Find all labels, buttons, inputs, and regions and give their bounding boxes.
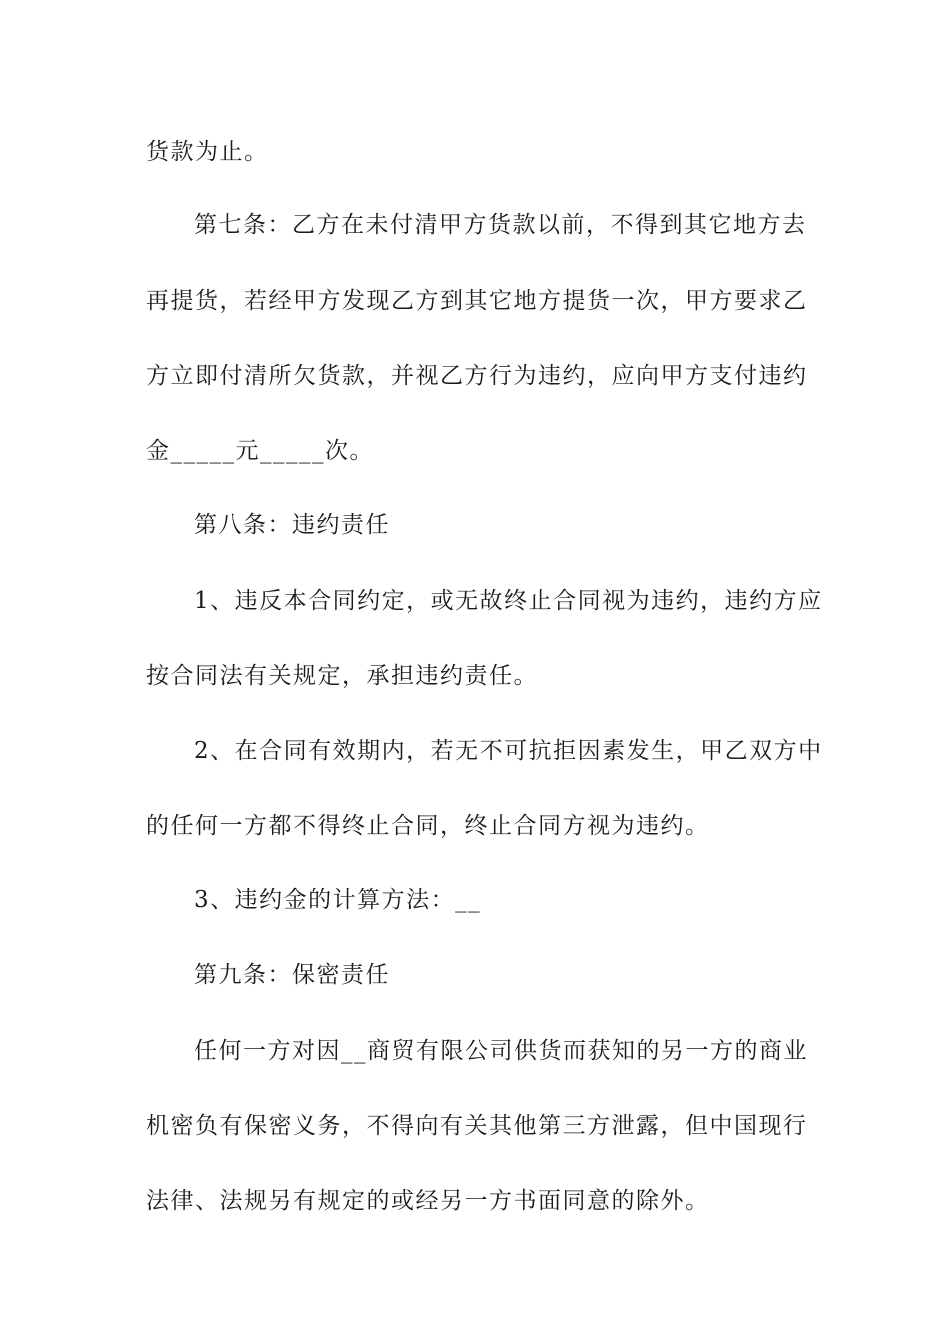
text-line: 方立即付清所欠货款，并视乙方行为违约，应向甲方支付违约 [146,363,808,389]
text-line: 再提货，若经甲方发现乙方到其它地方提货一次，甲方要求乙 [146,288,808,314]
text-line: 的任何一方都不得终止合同，终止合同方视为违约。 [146,813,710,839]
text-line: 按合同法有关规定，承担违约责任。 [146,663,538,689]
clause-2-paragraph: 2、在合同有效期内，若无不可抗拒因素发生，甲乙双方中 [194,738,823,764]
article-9-heading: 第九条：保密责任 [194,962,390,988]
text-line: 机密负有保密义务，不得向有关其他第三方泄露，但中国现行 [146,1113,808,1139]
text-line: 货款为止。 [146,139,269,165]
confidentiality-paragraph: 任何一方对因__商贸有限公司供货而获知的另一方的商业 [194,1038,808,1064]
text-line: 金_____元_____次。 [146,438,374,464]
article-8-heading: 第八条：违约责任 [194,512,390,538]
article-7-paragraph: 第七条：乙方在未付清甲方货款以前，不得到其它地方去 [194,212,807,238]
clause-3-paragraph: 3、违约金的计算方法：__ [194,887,482,913]
text-line: 法律、法规另有规定的或经另一方书面同意的除外。 [146,1188,710,1214]
clause-1-paragraph: 1、违反本合同约定，或无故终止合同视为违约，违约方应 [194,588,823,614]
